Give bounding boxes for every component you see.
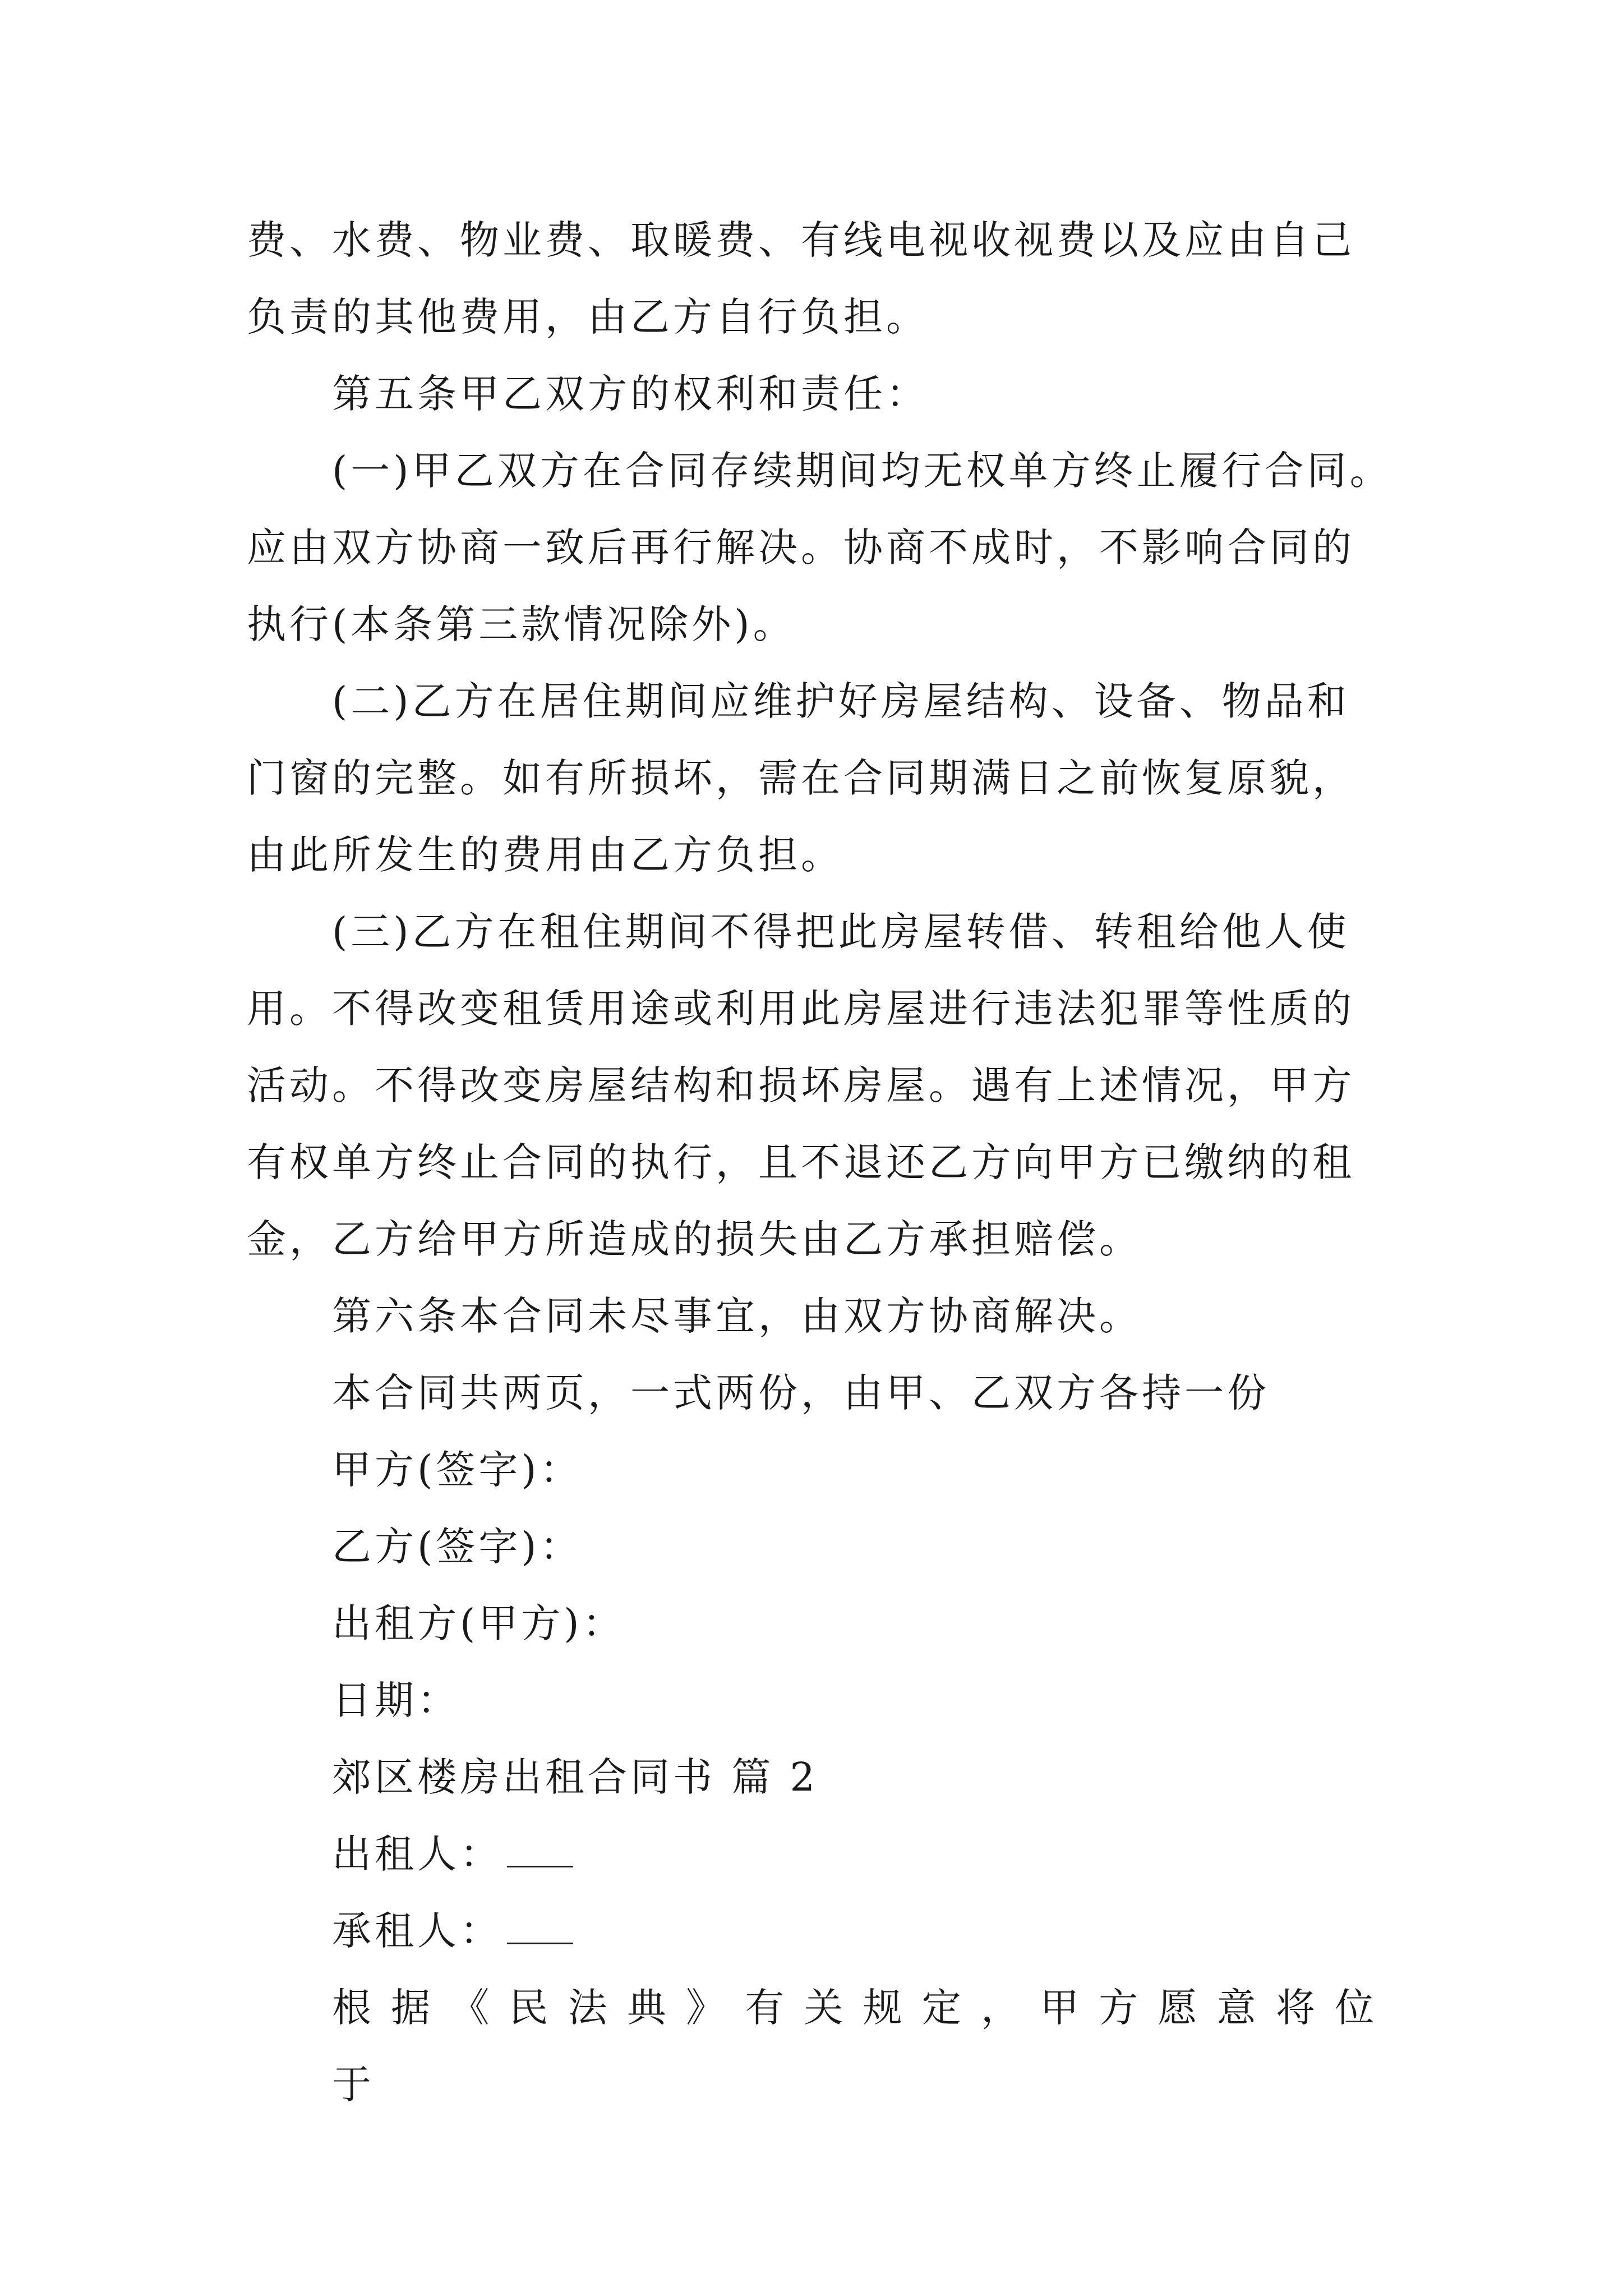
blank-underline <box>507 1832 573 1867</box>
paragraph-line: (二)乙方在居住期间应维护好房屋结构、设备、物品和 <box>332 678 1350 724</box>
paragraph-line: 根据《民法典》有关规定，甲方愿意将位于 <box>332 1985 1391 2108</box>
paragraph-line: 门窗的完整。如有所损坏，需在合同期满日之前恢复原貌， <box>247 755 1355 801</box>
lessor-label: 出租方(甲方)： <box>332 1600 625 1646</box>
date-label: 日期： <box>332 1677 460 1723</box>
paragraph-line: 有权单方终止合同的执行，且不退还乙方向甲方已缴纳的租 <box>247 1139 1355 1185</box>
paragraph-line: 用。不得改变租赁用途或利用此房屋进行违法犯罪等性质的 <box>247 986 1355 1032</box>
document-body <box>247 202 1393 2108</box>
paragraph-line: 应由双方协商一致后再行解决。协商不成时，不影响合同的 <box>247 524 1355 570</box>
paragraph-line: 执行(本条第三款情况除外)。 <box>247 601 796 647</box>
paragraph-line: 由此所发生的费用由乙方负担。 <box>247 832 843 878</box>
article-5-heading: 第五条甲乙双方的权利和责任： <box>332 371 929 417</box>
section-title: 郊区楼房出租合同书 篇 2 <box>332 1754 819 1800</box>
paragraph-line: 本合同共两页，一式两份，由甲、乙双方各持一份 <box>332 1370 1270 1416</box>
paragraph-line: 金，乙方给甲方所造成的损失由乙方承担赔偿。 <box>247 1216 1142 1262</box>
lessor-name-field <box>247 1816 1391 1893</box>
blank-underline <box>507 1909 573 1944</box>
party-b-signature-label: 乙方(签字)： <box>332 1524 583 1570</box>
paragraph-line: (一)甲乙双方在合同存续期间均无权单方终止履行合同。 <box>332 448 1393 494</box>
paragraph-line: (三)乙方在租住期间不得把此房屋转借、转租给他人使 <box>332 909 1350 955</box>
lessee-name-label: 承租人： <box>332 1908 502 1954</box>
party-a-signature-label: 甲方(签字)： <box>332 1447 583 1493</box>
paragraph-line: 费、水费、物业费、取暖费、有线电视收视费以及应由自己 <box>247 217 1355 263</box>
article-6-heading: 第六条本合同未尽事宜，由双方协商解决。 <box>332 1293 1142 1339</box>
lessor-name-label: 出租人： <box>332 1831 502 1877</box>
paragraph-line: 负责的其他费用，由乙方自行负担。 <box>247 294 929 340</box>
lessee-name-field <box>247 1893 1391 1970</box>
paragraph-line: 活动。不得改变房屋结构和损坏房屋。遇有上述情况，甲方 <box>247 1062 1355 1108</box>
